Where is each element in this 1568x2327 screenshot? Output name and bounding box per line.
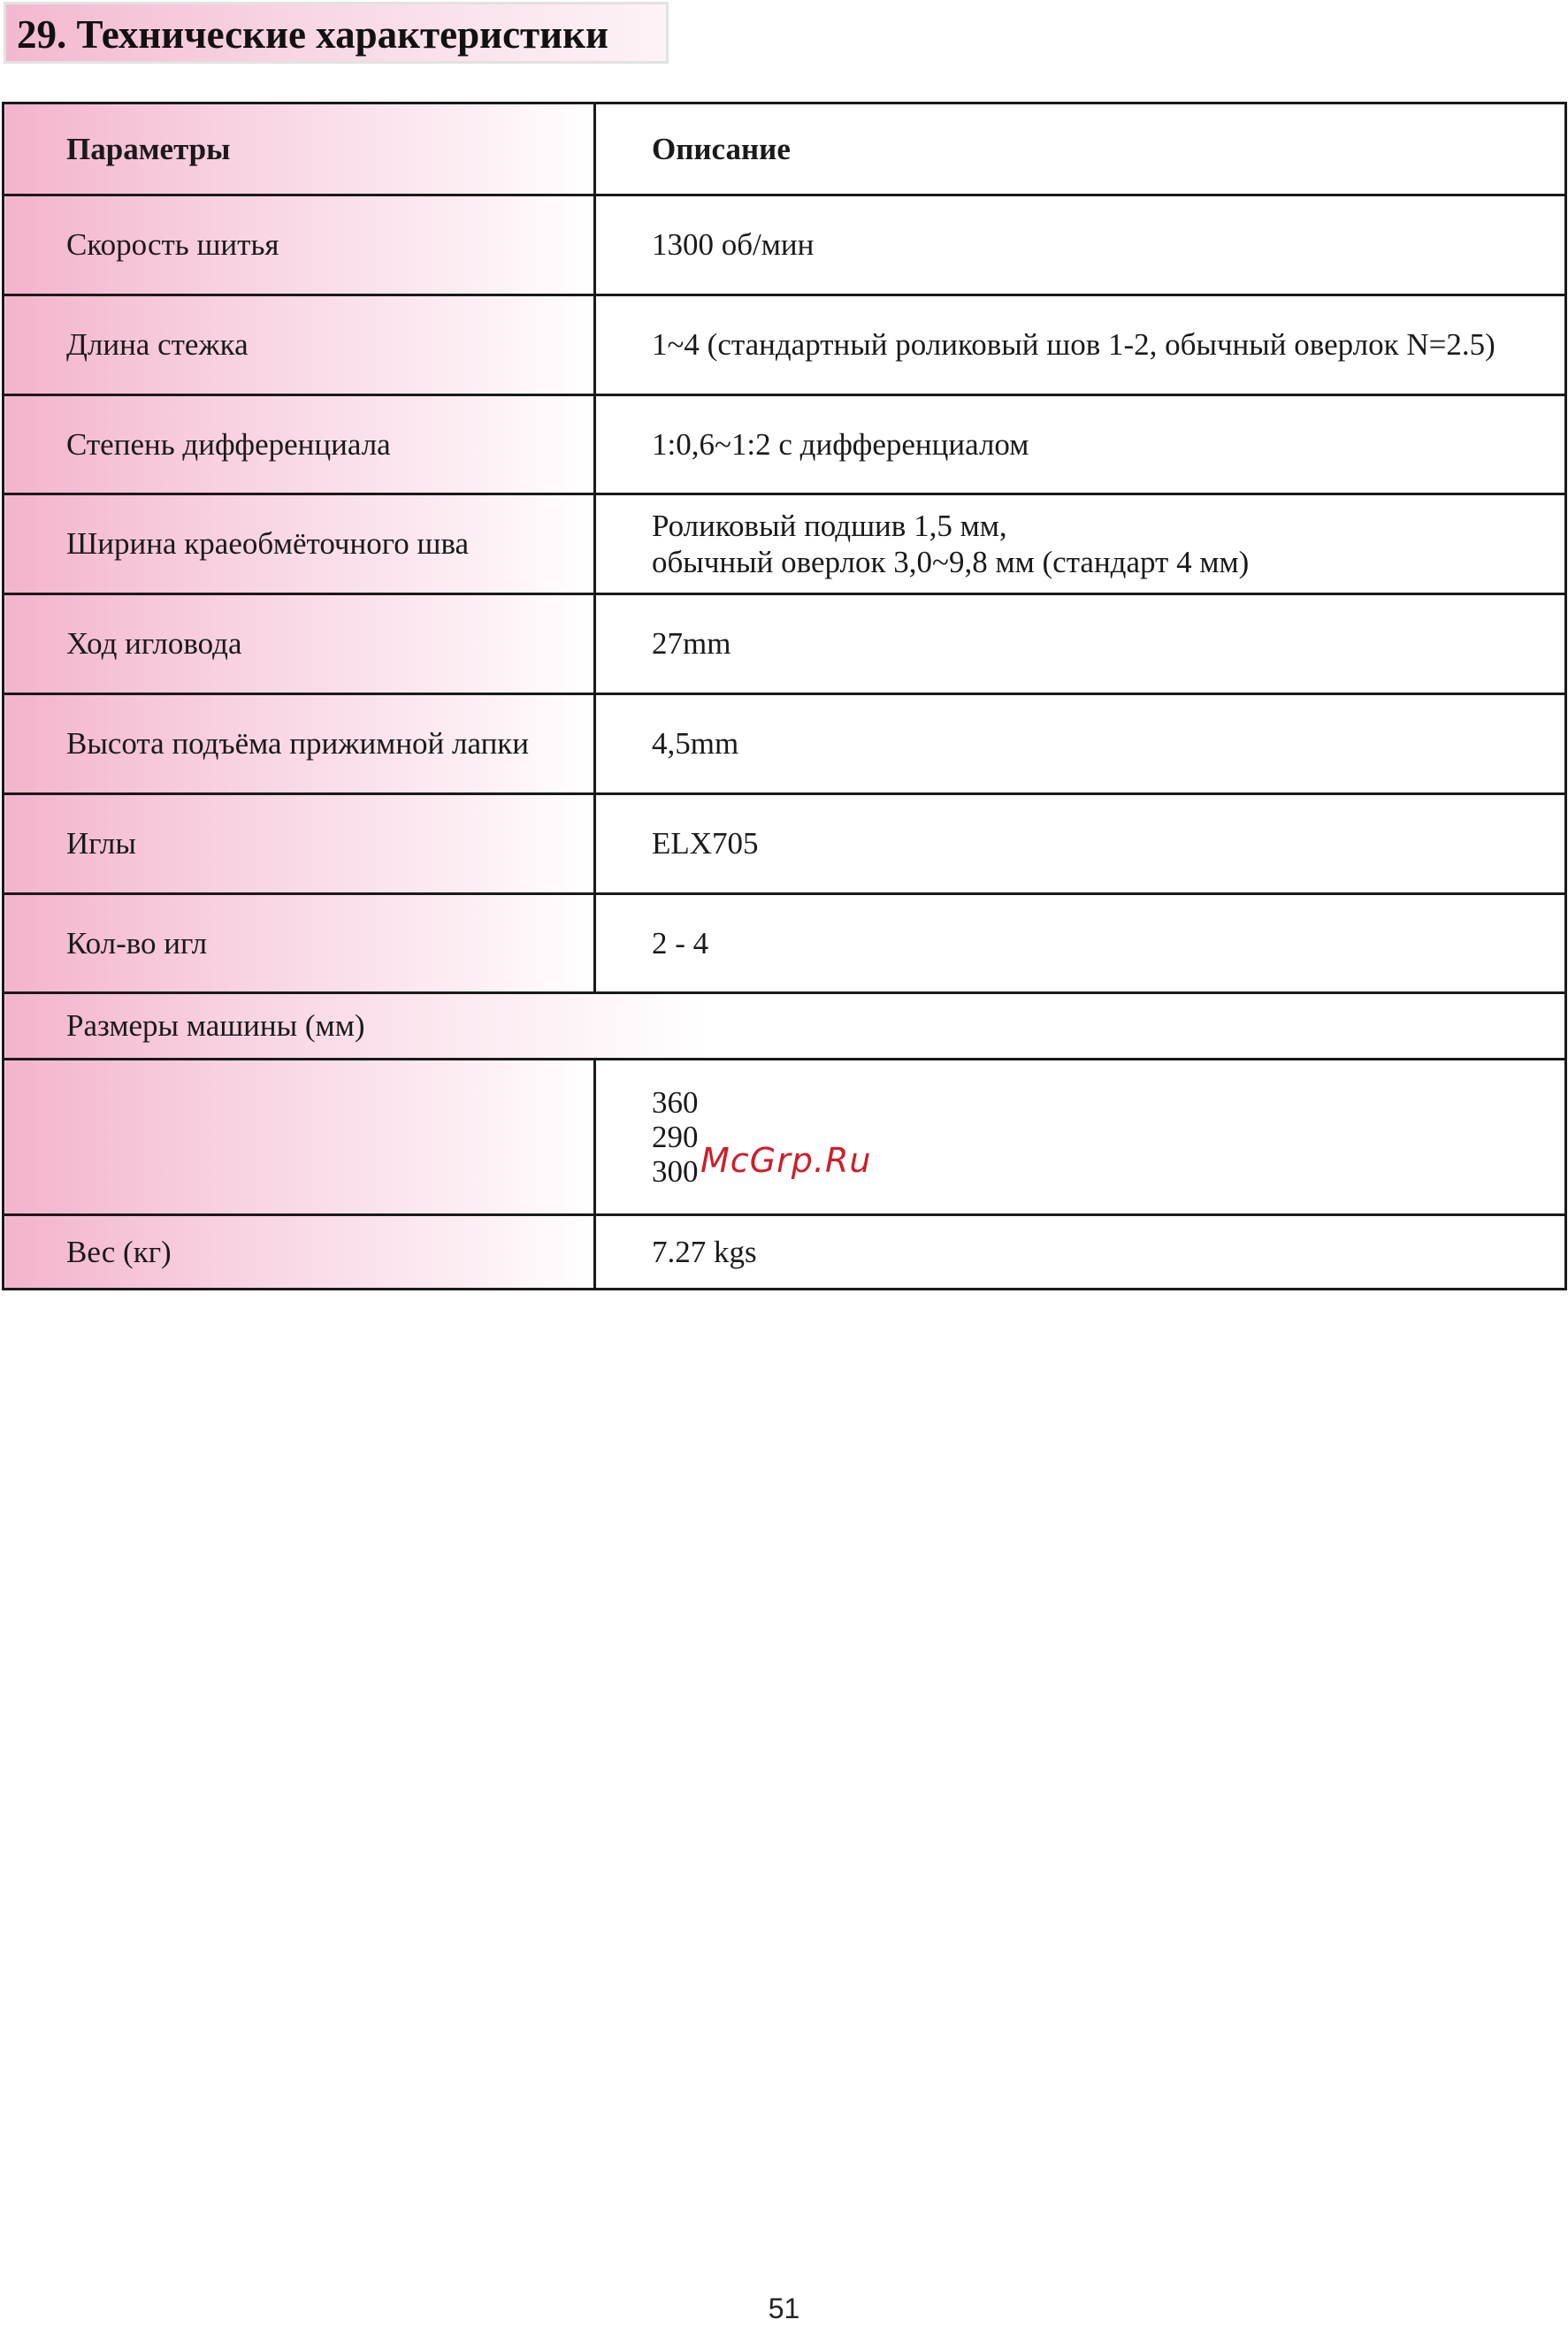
table-row: [4, 594, 1566, 694]
param-cell: Длина стежка: [4, 295, 595, 395]
section-title-box: [4, 2, 669, 64]
table-row: [4, 195, 1566, 295]
desc-cell: 1300 об/мин: [595, 195, 1566, 295]
dimension-value: 290: [652, 1120, 699, 1154]
param-cell: Кол-во игл: [4, 894, 595, 993]
param-cell: Степень дифференциала: [4, 395, 595, 494]
table-header-row: [4, 103, 1566, 195]
header-param: Параметры: [4, 103, 595, 195]
page-number: 51: [768, 2293, 800, 2324]
table-row: [4, 894, 1566, 993]
param-cell: Иглы: [4, 794, 595, 894]
desc-cell: 27mm: [595, 594, 1566, 694]
table-row: [4, 794, 1566, 894]
table-row: [4, 295, 1566, 395]
param-cell: Ход игловода: [4, 594, 595, 694]
param-cell: Скорость шитья: [4, 195, 595, 295]
section-title: 29. Технические характеристики: [17, 12, 608, 57]
desc-line: обычный оверлок 3,0~9,8 мм (стандарт 4 мм): [652, 545, 1250, 579]
desc-line: Роликовый подшив 1,5 мм,: [652, 509, 1007, 543]
desc-cell: 2 - 4: [595, 894, 1566, 993]
desc-cell: 1:0,6~1:2 с дифференциалом: [595, 395, 1566, 494]
param-cell: Ширина краеобмёточного шва: [4, 494, 595, 594]
dimensions-label: Размеры машины (мм): [4, 993, 1566, 1060]
desc-cell: ELX705: [595, 794, 1566, 894]
table-row: [4, 395, 1566, 494]
spec-table: [2, 102, 1567, 1290]
dimensions-row: [4, 1060, 1566, 1215]
weight-row: [4, 1215, 1566, 1290]
param-cell: Высота подъёма прижимной лапки: [4, 694, 595, 794]
dimensions-label-row: [4, 993, 1566, 1060]
desc-cell: 4,5mm: [595, 694, 1566, 794]
dimensions-values: [595, 1060, 1566, 1215]
desc-cell: [595, 494, 1566, 594]
table-row: [4, 694, 1566, 794]
param-cell: [4, 1060, 595, 1215]
table-row: [4, 494, 1566, 594]
desc-cell: 1~4 (стандартный роликовый шов 1-2, обычный оверлок N=2.5): [595, 295, 1566, 395]
header-desc: Описание: [595, 103, 1566, 195]
dimension-value: 300: [652, 1154, 699, 1189]
desc-cell: 7.27 kgs: [595, 1215, 1566, 1290]
param-cell: Вес (кг): [4, 1215, 595, 1290]
watermark: McGrp.Ru: [700, 1141, 872, 1180]
dimension-value: 360: [652, 1085, 699, 1120]
